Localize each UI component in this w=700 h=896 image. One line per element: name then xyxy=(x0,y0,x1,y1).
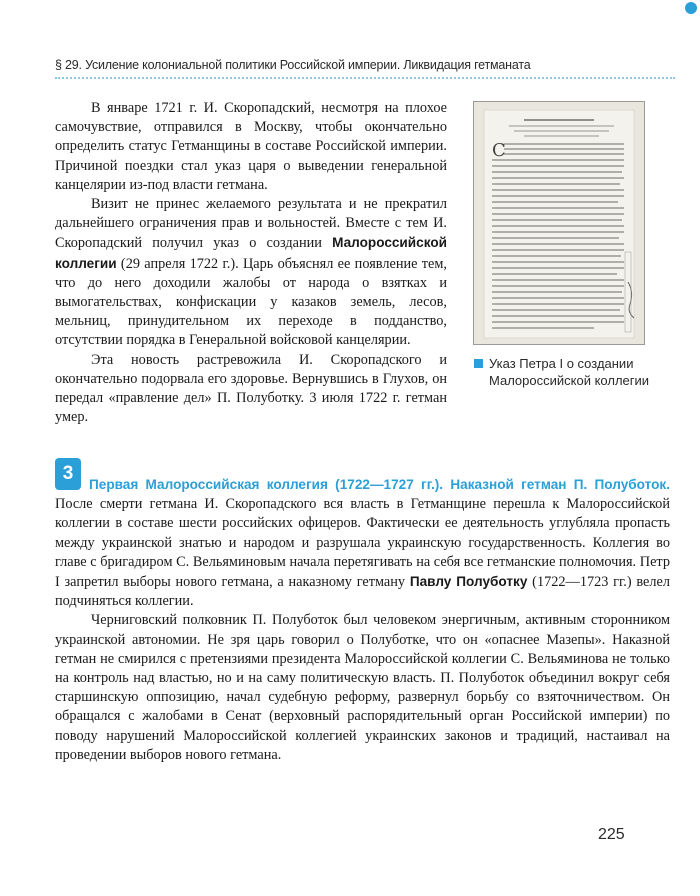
paragraph-1: В январе 1721 г. И. Скоропадский, несмотря на плохое самочувствие, отправился в Москву, чтобы окончательно определить статус Гетманщины в составе Российской империи. Причиной поездки стал указ царя о выведении генеральной канцелярии из-под власти гетмана. xyxy=(55,100,447,193)
section-paragraph-1 xyxy=(55,475,670,611)
section-paragraph-2: Черниговский полковник П. Полуботок был человеком энергичным, активным сторонником украинской автономии. Не зря царь говорил о Полуботке, что он «опаснее Мазепы». Наказной гетман не смирился с претензиями президента Малороссийской коллегии С. Вельяминова не только на контроль над властью, но и на саму политическую власть. П. Полуботок объединил вокруг себя старшинскую оппозицию, начал судебную реформу, развернул борьбу со взяточничеством. Он обращался с жалобами в Сенат (верховный распорядительный орган Российской империи) по поводу нарушений Малороссийской коллегией украинских законов и традиций, настаивал на проведении выборов нового гетмана. xyxy=(55,612,670,763)
header-divider xyxy=(55,77,675,79)
paragraph-2-start: Визит не принес желаемого результата и не прекратил дальнейшего ограничения прав и вольностей. Вместе с тем И. Скоропадский получил указ о создании xyxy=(55,196,447,252)
term-pavlu-polubotku: Павлу Полуботку xyxy=(409,574,528,590)
paragraph-2-end: (29 апреля 1722 г.). Царь объяснял ее появление тем, что до него доходили жалобы от народа о взятках и вымогательствах, конфискации у казаков земель, лесов, мельниц, принудительном их переходе в подданство, отсутствии порядка в Генеральной войсковой канцелярии. xyxy=(55,255,447,349)
running-header: § 29. Усиление колониальной политики Российской империи. Ликвидация гетманата xyxy=(55,58,531,72)
top-text-column xyxy=(55,99,447,427)
svg-text:C: C xyxy=(492,140,506,161)
page-number: 225 xyxy=(598,826,625,843)
section-paragraph-1-end: (1722—1723 гг.) велел подчиняться коллегии. xyxy=(55,574,671,610)
figure-caption xyxy=(474,355,664,389)
section-text-column xyxy=(55,475,670,765)
paragraph-3: Эта новость растревожила И. Скоропадского и окончательно подорвала его здоровье. Вернувшись в Глухов, он передал «правление дел» П. Полуботку. 3 июля 1722 г. гетман умер. xyxy=(55,351,447,426)
decree-document-image xyxy=(473,101,645,345)
caption-bullet-icon xyxy=(474,359,483,368)
decree-document-illustration xyxy=(474,102,644,344)
caption-text: Указ Петра I о создании Малороссийской коллегии xyxy=(489,356,650,388)
section-title: Первая Малороссийская коллегия (1722—1727 гг.). Наказной гетман П. Полуботок. xyxy=(89,477,670,492)
paragraph-2 xyxy=(55,195,447,351)
publisher-logo-icon xyxy=(685,2,697,14)
term-malorossiyskaya-kollegiya: Малороссийской коллегии xyxy=(55,235,447,271)
section-paragraph-1-start: После смерти гетмана И. Скоропадского вся власть в Гетманщине перешла к Малороссийской коллегии в составе шести российских офицеров. Фактически ее деятельность углубляла пропасть между украинской знатью и народом и разрушала украинскую государственность. Коллегия во главе с бригадиром С. Вельяминовым начала перетягивать на себя все гетманские полномочия. Петр I запретил выборы нового гетмана, а наказному гетману xyxy=(55,496,670,591)
section-number-badge: 3 xyxy=(55,458,81,490)
